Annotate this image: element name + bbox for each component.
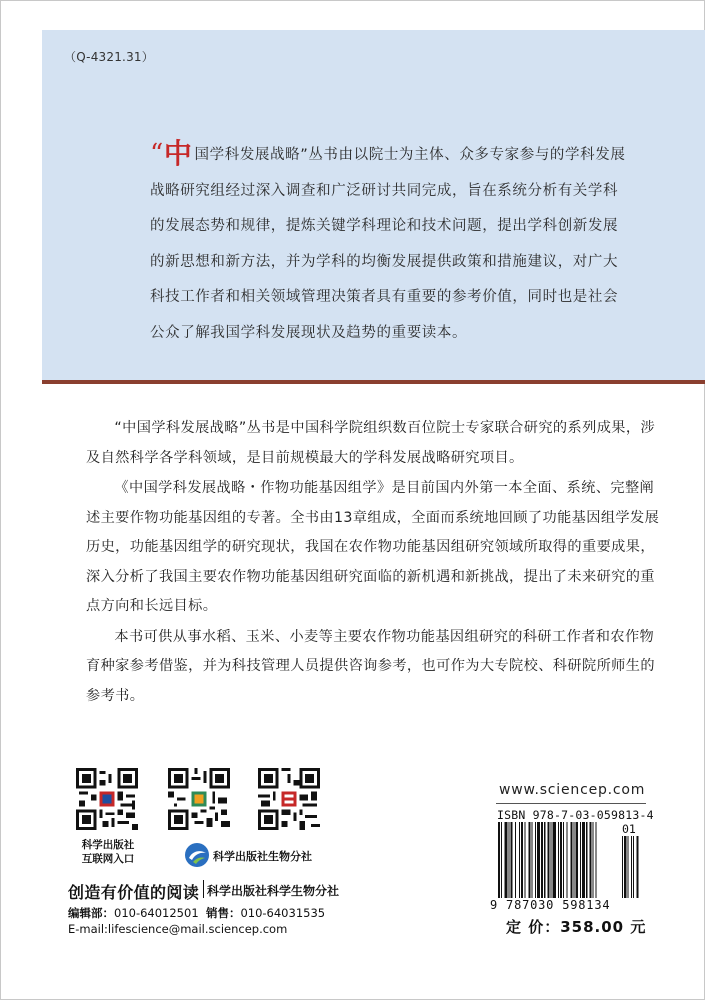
addon-code: 01 [622,822,636,836]
contact-email: E-mail:lifescience@mail.sciencep.com [68,922,288,936]
description-paragraph: 本书可供从事水稻、玉米、小麦等主要农作物功能基因组研究的科研工作者和农作物育种家参考借鉴，并为科技管理人员提供咨询参考，也可作为大专院校、科研院所师生的参考书。 [86,628,655,704]
barcode-bar [580,822,581,900]
barcode-bar [589,822,591,900]
qr-caption [74,838,142,866]
barcode-bar [574,822,575,900]
slogan-divider [203,880,204,898]
barcode-addon-bar [636,836,638,900]
slogan: 创造有价值的阅读 [68,883,200,902]
barcode-bar [576,822,578,900]
barcode-bar [558,822,559,900]
qr-caption-line: 科学出版社 [81,839,135,851]
price: 定 价：358.00 元 [506,918,647,936]
sales-phone: 010-64031535 [240,906,326,920]
barcode-addon-bar [624,836,626,900]
barcode-bar [532,822,533,900]
barcode-bar [586,822,587,900]
barcode-addon-bar [633,836,634,900]
barcode-bar [551,822,552,900]
barcode-bar [582,822,585,900]
barcode-bar [553,822,556,900]
barcode-bar [509,822,510,900]
barcode-bar [570,822,572,900]
barcode-bar [596,822,597,900]
press-logo-icon [184,842,210,868]
book-description [86,414,660,712]
barcode-bar [541,822,543,900]
website-url: www.sciencep.com [499,782,646,798]
barcode-addon-bar [628,836,629,900]
barcode-bar [511,822,513,900]
barcode-bar [501,822,502,900]
barcode-bar [563,822,564,900]
barcode-bar [521,822,523,900]
panel-divider [42,380,705,384]
open-quote: “ [150,139,164,169]
barcode-bar [560,822,562,900]
qr-caption-line: 互联网入口 [81,853,135,865]
series-intro [150,136,632,351]
qr-code-icon[interactable] [168,768,230,830]
barcode-bar [498,822,500,900]
drop-char: 中 [163,137,193,170]
barcode-bar [519,822,520,900]
barcode-bar [593,822,594,900]
description-paragraph: “中国学科发展战略”丛书是中国科学院组织数百位院士专家联合研究的系列成果，涉及自然科学各学科领域，是目前规模最大的学科发展战略研究项目。 [86,420,656,466]
intro-text: 国学科发展战略”丛书由以院士为主体、众多专家参与的学科发展战略研究组经过深入调查和广泛研讨共同完成，旨在系统分析有关学科的发展态势和规律，提炼关键学科理论和技术问题，提出学科创新发展的新思想和新方法，并为学科的均衡发展提供政策和措施建议，对广大科技工作者和相关领域管理决策者具有重要的参考价值，同时也是社会公众了解我国学科发展现状及趋势的重要读本。 [150,147,626,341]
slogan-press: 科学出版社科学生物分社 [207,884,340,898]
editor-phone-label: 编辑部： [68,906,114,920]
editor-phone: 010-64012501 [114,906,199,920]
isbn: ISBN 978-7-03-059813-4 [497,808,654,822]
qr-code-icon[interactable] [258,768,320,830]
isbn-rule [496,803,646,804]
contact-phone [68,905,325,921]
press-name: 科学出版社生物分社 [213,850,312,863]
barcode-bar [524,822,525,900]
catalog-code: （Q-4321.31） [64,50,154,64]
barcode-bar [504,822,507,900]
barcode-bar [537,822,540,900]
qr-code-icon[interactable] [76,768,138,830]
sales-phone-label: 销售： [205,906,241,920]
barcode-bar [528,822,530,900]
barcode-bar [566,822,567,900]
barcode-bar [547,822,549,900]
barcode-addon-bar [631,836,632,900]
barcode-bar [515,822,516,900]
barcode-addon-bar [622,836,623,900]
barcode-bar [544,822,545,900]
barcode-digits: 9 787030 598134 [490,898,650,912]
description-paragraph: 《中国学科发展战略・作物功能基因组学》是目前国内外第一本全面、系统、完整阐述主要作物功能基因组的专著。全书由13章组成，全面而系统地回顾了功能基因组学发展历史，功能基因组学的研究现状，我国在农作物功能基因组研究领域所取得的重要成果，深入分析了我国主要农作物功能基因组研究面临的新机遇和新挑战，提出了未来研究的重点方向和长远目标。 [86,480,660,614]
barcode-bar [535,822,536,900]
